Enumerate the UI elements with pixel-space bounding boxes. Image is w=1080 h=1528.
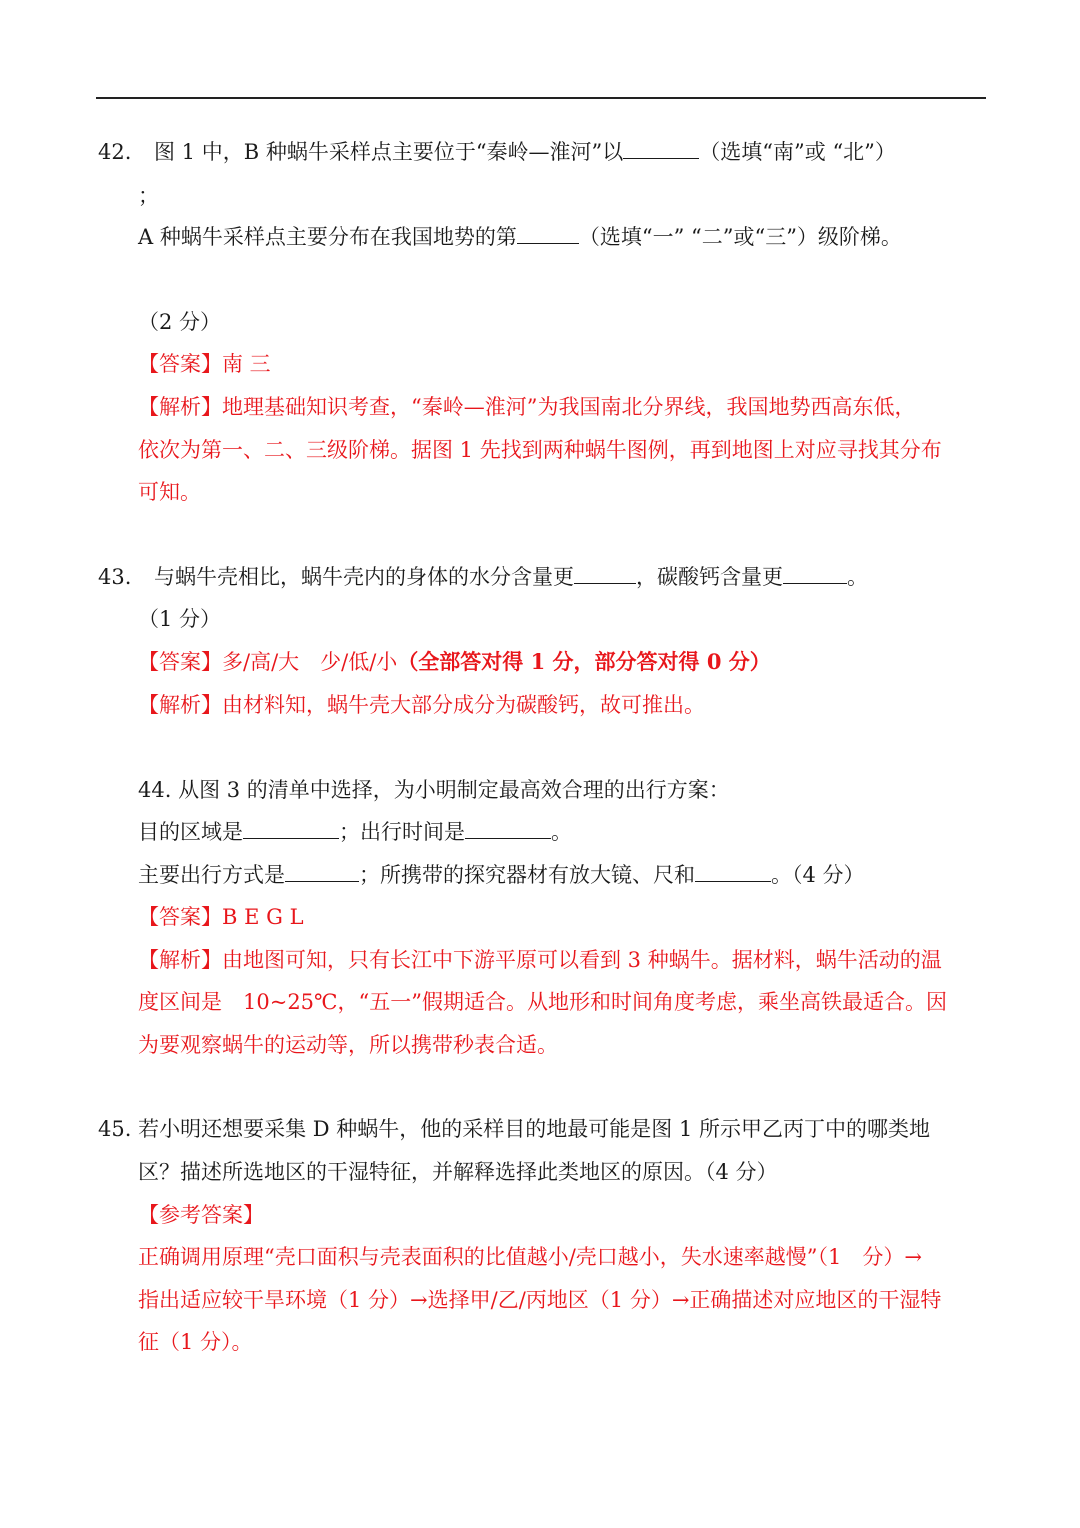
q44-line2: 目的区域是 ；出行时间是 。 — [138, 820, 572, 844]
q43-blank-2[interactable] — [783, 563, 847, 584]
q42-line1: 42. 图 1 中，B 种蜗牛采样点主要位于“秦岭—淮河”以 （选填“南”或 “北”） — [98, 140, 896, 164]
q44-blank-area[interactable] — [243, 818, 339, 839]
q44-analysis-line1: 【解析】由地图可知，只有长江中下游平原可以看到 3 种蜗牛。据材料，蜗牛活动的温 — [138, 948, 942, 972]
q44-blank-transport[interactable] — [285, 861, 359, 882]
q43-blank-1[interactable] — [574, 563, 636, 584]
q42-blank-2[interactable] — [517, 223, 579, 244]
q42-line2: ； — [138, 184, 159, 208]
q44-answer: 【答案】B E G L — [138, 905, 304, 929]
header-rule — [96, 97, 986, 99]
q43-analysis: 【解析】由材料知，蜗牛壳大部分成分为碳酸钙，故可推出。 — [138, 693, 705, 717]
q45-ref-answer-tag: 【参考答案】 — [138, 1203, 264, 1227]
q45-line1: 45. 若小明还想要采集 D 种蜗牛，他的采样目的地最可能是图 1 所示甲乙丙丁中的哪类地 — [98, 1117, 930, 1141]
q42-analysis-line2: 依次为第一、二、三级阶梯。据图 1 先找到两种蜗牛图例，再到地图上对应寻找其分布 — [138, 438, 942, 462]
q44-analysis-line3: 为要观察蜗牛的运动等，所以携带秒表合适。 — [138, 1033, 558, 1057]
q42-analysis-line1: 【解析】地理基础知识考查，“秦岭—淮河”为我国南北分界线，我国地势西高东低， — [138, 395, 916, 419]
q44-analysis-line2: 度区间是 10~25℃，“五一”假期适合。从地形和时间角度考虑，乘坐高铁最适合。因 — [138, 990, 947, 1014]
q43-line1: 43. 与蜗牛壳相比，蜗牛壳内的身体的水分含量更 ，碳酸钙含量更 。 — [98, 565, 868, 589]
q45-ref-line1: 正确调用原理“壳口面积与壳表面积的比值越小/壳口越小，失水速率越慢”（1 分）→ — [138, 1245, 923, 1269]
q44-blank-time[interactable] — [465, 818, 551, 839]
q43-number: 43. — [98, 565, 132, 589]
q42-blank-1[interactable] — [623, 138, 699, 159]
q42-score: （2 分） — [138, 310, 222, 334]
q42-analysis-line3: 可知。 — [138, 480, 201, 504]
q45-number: 45. — [98, 1117, 132, 1141]
q43-answer: 【答案】多/高/大 少/低/小（全部答对得 1 分，部分答对得 0 分） — [138, 649, 771, 674]
q42-answer: 【答案】南 三 — [138, 352, 271, 376]
q45-ref-line3: 征（1 分）。 — [138, 1330, 253, 1354]
q44-line3: 主要出行方式是 ；所携带的探究器材有放大镜、尺和 。（4 分） — [138, 863, 865, 887]
q42-line3: A 种蜗牛采样点主要分布在我国地势的第 （选填“一” “二”或“三”）级阶梯。 — [138, 225, 902, 249]
q45-line2: 区？描述所选地区的干湿特征，并解释选择此类地区的原因。（4 分） — [138, 1160, 778, 1184]
q44-line1: 44. 从图 3 的清单中选择，为小明制定最高效合理的出行方案： — [138, 778, 730, 802]
q43-score: （1 分） — [138, 607, 222, 631]
q45-ref-line2: 指出适应较干旱环境（1 分）→选择甲/乙/丙地区（1 分）→正确描述对应地区的干湿特 — [138, 1288, 942, 1312]
q44-blank-equipment[interactable] — [695, 861, 771, 882]
q42-number: 42. — [98, 140, 132, 164]
